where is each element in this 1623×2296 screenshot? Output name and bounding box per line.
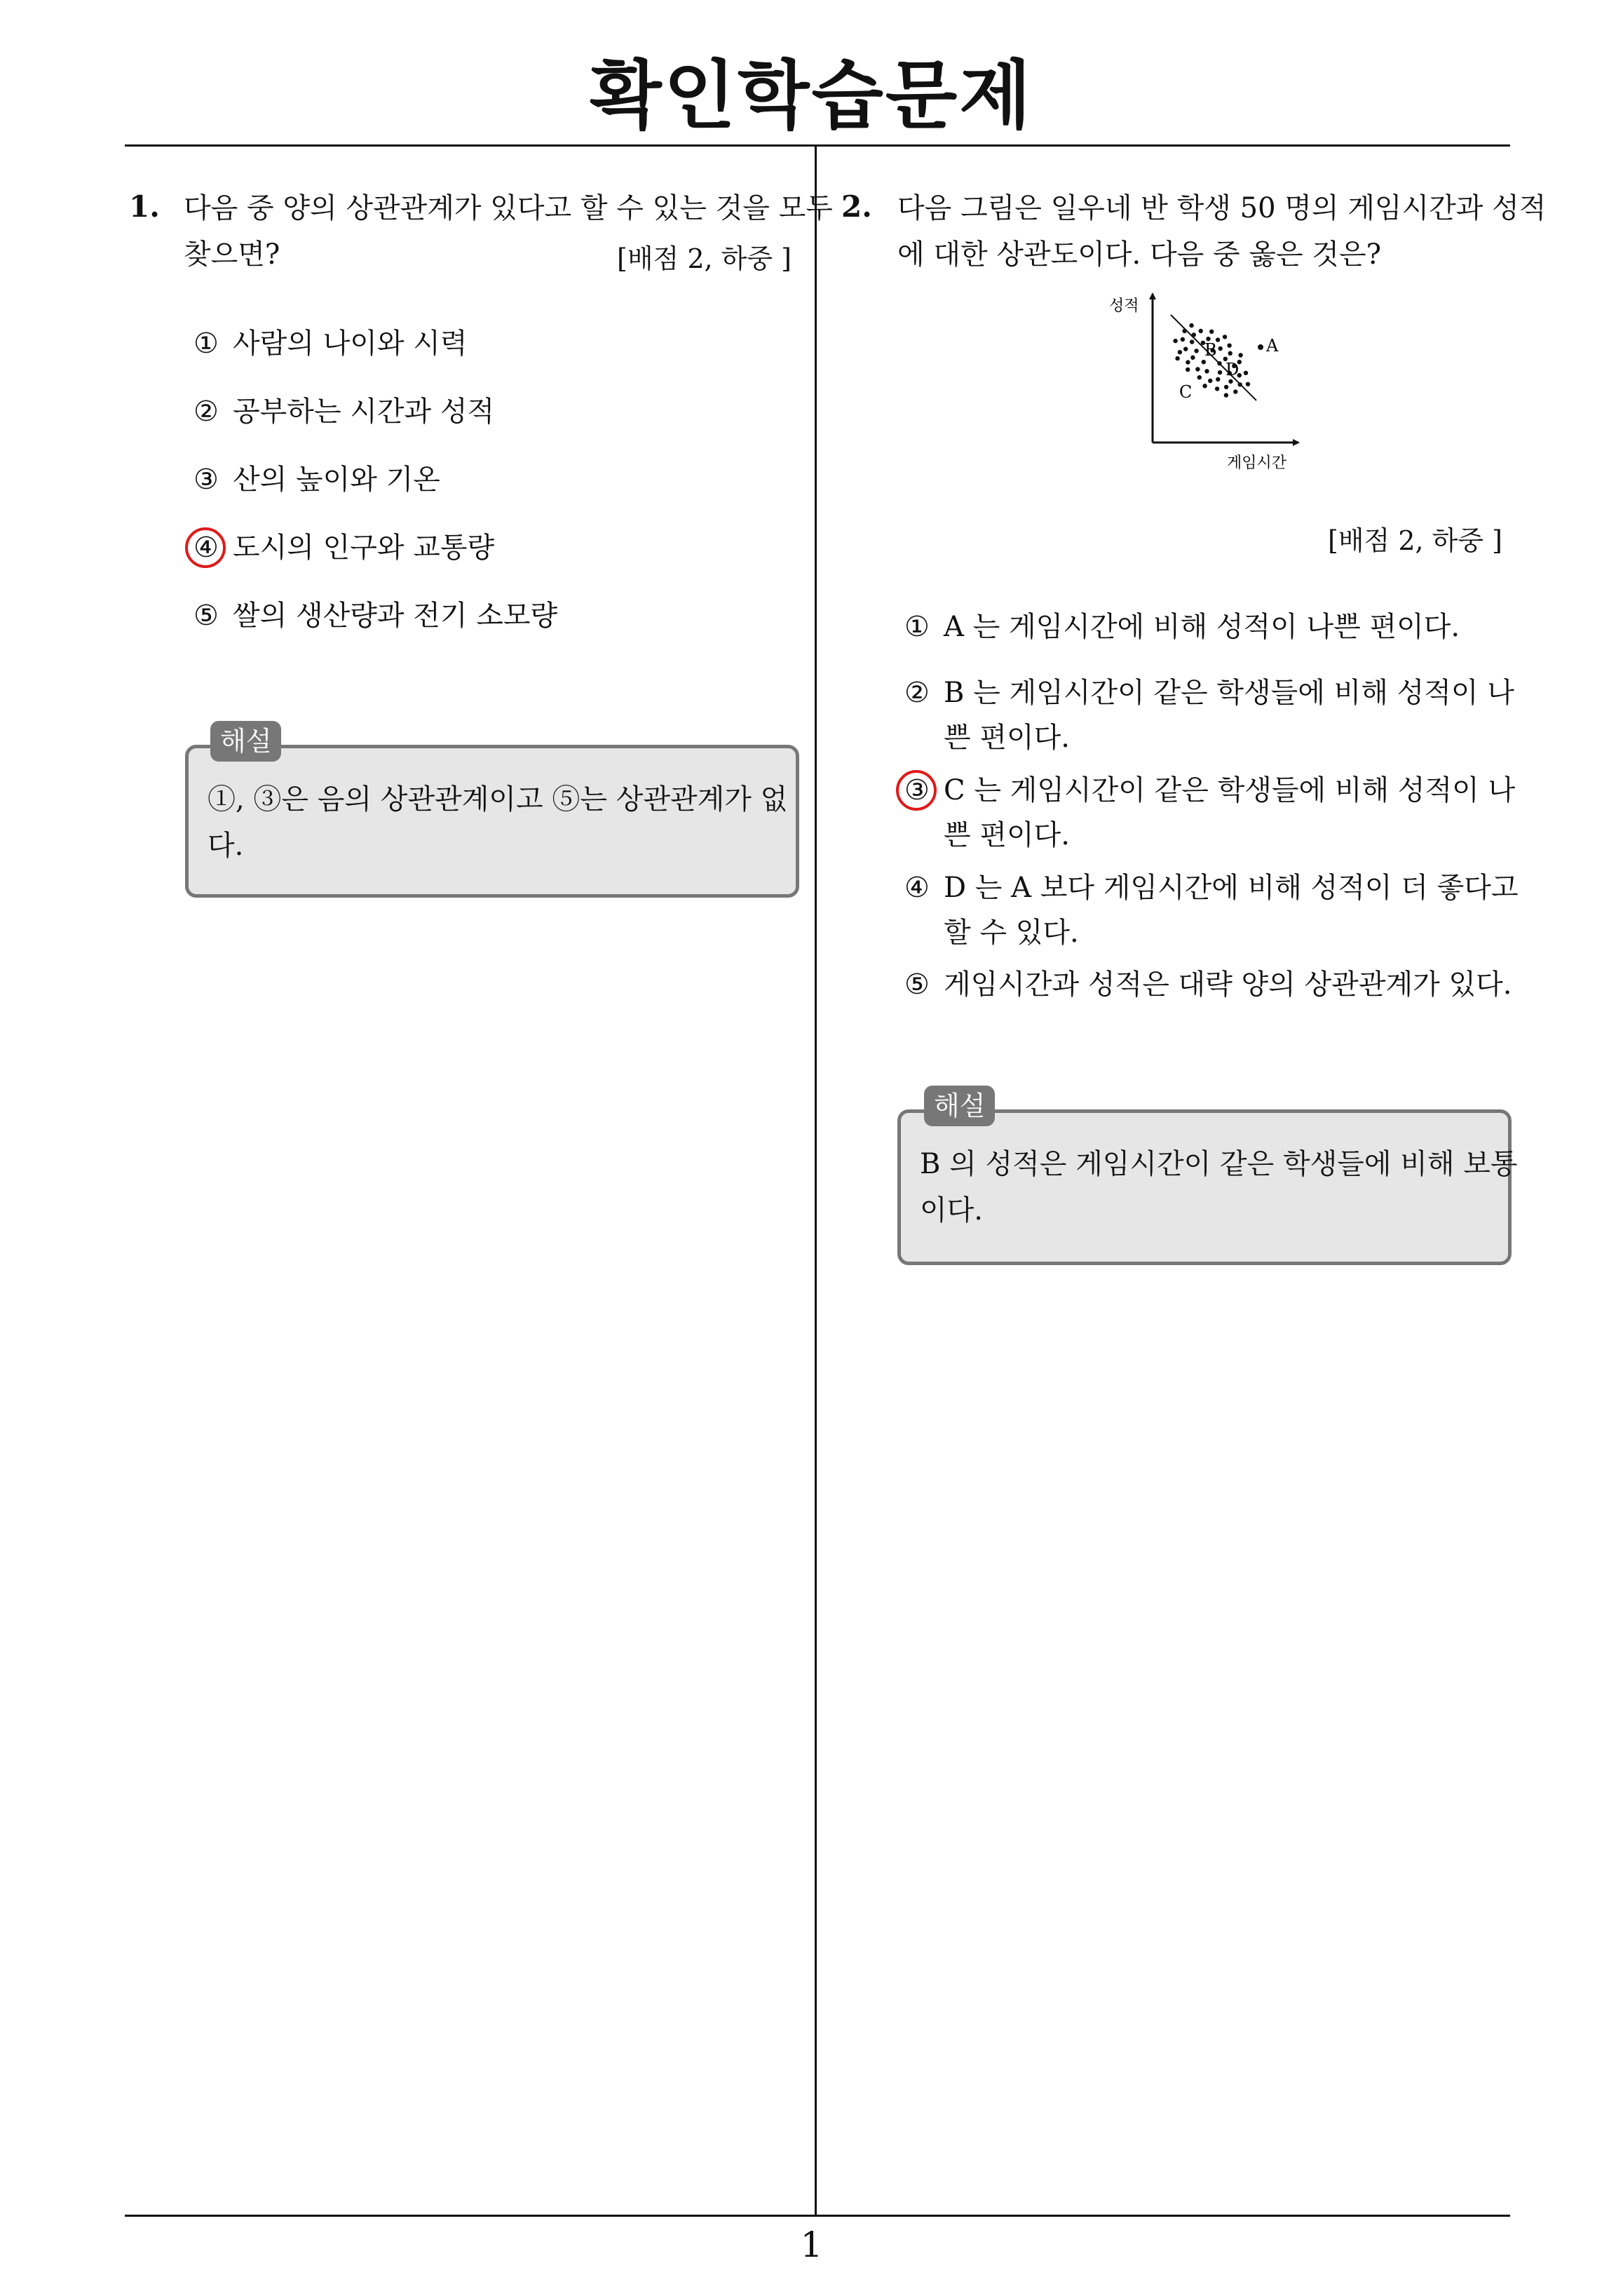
question-text-line-2: 찾으면? (184, 238, 280, 271)
scatter-dot (1228, 379, 1232, 384)
scatter-dot (1202, 360, 1206, 364)
explanation-text-line-2: 다. (208, 830, 244, 862)
selected-answer-circle (896, 770, 937, 811)
scatter-dot (1224, 385, 1228, 389)
scatter-dot (1181, 337, 1185, 342)
option-1[interactable] (904, 605, 1460, 649)
scatter-dot (1246, 382, 1250, 386)
point-a (1258, 344, 1263, 350)
option-text: 산의 높이와 기온 (233, 464, 440, 496)
option-number: ① (904, 611, 930, 643)
option-text: 도시의 인구와 교통량 (233, 532, 495, 564)
page-title: 확인학습문제 (590, 53, 1033, 139)
score-difficulty-meta: [배점 2, 하중 ] (617, 243, 792, 274)
scatter-dot (1192, 332, 1196, 337)
option-2[interactable] (904, 670, 1514, 760)
explanation-text-line-2: 이다. (920, 1194, 983, 1227)
option-text: 사람의 나이와 시력 (233, 327, 468, 360)
scatter-dot (1190, 339, 1194, 344)
scatter-dot (1209, 330, 1214, 334)
point-d-label: D (1225, 360, 1240, 379)
scatter-dot (1216, 377, 1220, 381)
option-1[interactable] (193, 321, 468, 366)
scatter-dot (1190, 356, 1195, 360)
option-number: ④ (193, 532, 219, 564)
scatter-dot (1197, 375, 1202, 379)
scatter-dot (1199, 329, 1203, 333)
option-4[interactable] (193, 525, 494, 570)
explanation-text-line-1: ①, ③은 음의 상관관계이고 ⑤는 상관관계가 없 (208, 783, 788, 816)
option-text: 공부하는 시간과 성적 (233, 396, 495, 428)
scatter-dot (1223, 335, 1227, 339)
option-4[interactable] (904, 865, 1519, 955)
point-b-label: B (1204, 340, 1217, 360)
scatter-dot (1178, 350, 1182, 354)
option-text-cont: 쁜 편이다. (944, 819, 1070, 851)
question-number: 1. (129, 189, 160, 224)
scatter-dot (1202, 384, 1207, 388)
option-number: ② (904, 677, 930, 709)
option-3[interactable] (904, 768, 1515, 858)
point-a-label: A (1266, 336, 1279, 356)
question-number: 2. (841, 189, 872, 224)
option-text-cont: 할 수 있다. (944, 917, 1079, 949)
scatter-dot (1173, 339, 1177, 343)
scatter-dot (1215, 386, 1219, 391)
option-text-cont: 쁜 편이다. (944, 722, 1070, 754)
x-axis-label: 게임시간 (1227, 454, 1287, 472)
explanation-label: 해설 (924, 1086, 995, 1126)
option-text: C 는 게임시간이 같은 학생들에 비해 성적이 나 (944, 774, 1516, 806)
scatter-diagram (1101, 284, 1311, 477)
scatter-dot (1204, 369, 1209, 373)
explanation-text-line-1: B 의 성적은 게임시간이 같은 학생들에 비해 보통 (920, 1148, 1518, 1180)
option-number: ③ (193, 464, 219, 496)
score-difficulty-meta: [배점 2, 하중 ] (1328, 525, 1502, 556)
page-number: 1 (800, 2224, 823, 2265)
option-5[interactable] (193, 593, 557, 638)
option-3[interactable] (193, 457, 440, 502)
option-number: ④ (904, 872, 930, 904)
explanation-label: 해설 (210, 721, 281, 762)
scatter-dot (1224, 393, 1228, 397)
scatter-dot (1195, 367, 1200, 371)
question-text-line-1: 다음 중 양의 상관관계가 있다고 할 수 있는 것을 모두 (184, 192, 833, 224)
option-number: ① (193, 327, 219, 360)
scatter-dot (1175, 356, 1179, 360)
column-divider (815, 144, 817, 2215)
option-number: ③ (904, 774, 930, 806)
option-number: ② (193, 396, 219, 428)
header-rule (125, 144, 1510, 147)
scatter-dot (1233, 389, 1237, 393)
option-number: ⑤ (904, 968, 930, 1001)
option-text: 쌀의 생산량과 전기 소모량 (233, 600, 558, 632)
option-text: B 는 게임시간이 같은 학생들에 비해 성적이 나 (944, 677, 1514, 709)
option-text: A 는 게임시간에 비해 성적이 나쁜 편이다. (944, 611, 1460, 643)
scatter-dot (1217, 361, 1221, 365)
point-c-label: C (1179, 382, 1193, 402)
scatter-dot (1238, 382, 1242, 386)
scatter-dot (1186, 367, 1190, 372)
selected-answer-circle (185, 527, 226, 568)
scatter-dot (1186, 360, 1190, 364)
option-text: 게임시간과 성적은 대략 양의 상관관계가 있다. (944, 968, 1512, 1001)
scatter-dot (1228, 351, 1232, 356)
question-text-line-1: 다음 그림은 일우네 반 학생 50 명의 게임시간과 성적 (897, 192, 1547, 224)
y-axis-label: 성적 (1109, 297, 1139, 315)
footer-rule (125, 2215, 1510, 2217)
explanation-box (897, 1109, 1512, 1265)
scatter-dot (1183, 347, 1188, 351)
scatter-dot (1208, 379, 1212, 383)
scatter-dot (1194, 349, 1198, 353)
scatter-dot (1182, 329, 1186, 333)
option-5[interactable] (904, 962, 1512, 1007)
scatter-dot (1218, 370, 1222, 374)
scatter-dot (1227, 344, 1231, 348)
question-text-line-2: 에 대한 상관도이다. 다음 중 옳은 것은? (897, 238, 1382, 271)
option-text: D 는 A 보다 게임시간에 비해 성적이 더 좋다고 (944, 872, 1519, 904)
scatter-dot (1244, 371, 1248, 375)
scatter-dot (1218, 346, 1223, 351)
scatter-dot (1189, 323, 1193, 327)
option-number: ⑤ (193, 600, 219, 632)
option-2[interactable] (193, 389, 494, 434)
scatter-dot (1238, 353, 1242, 357)
